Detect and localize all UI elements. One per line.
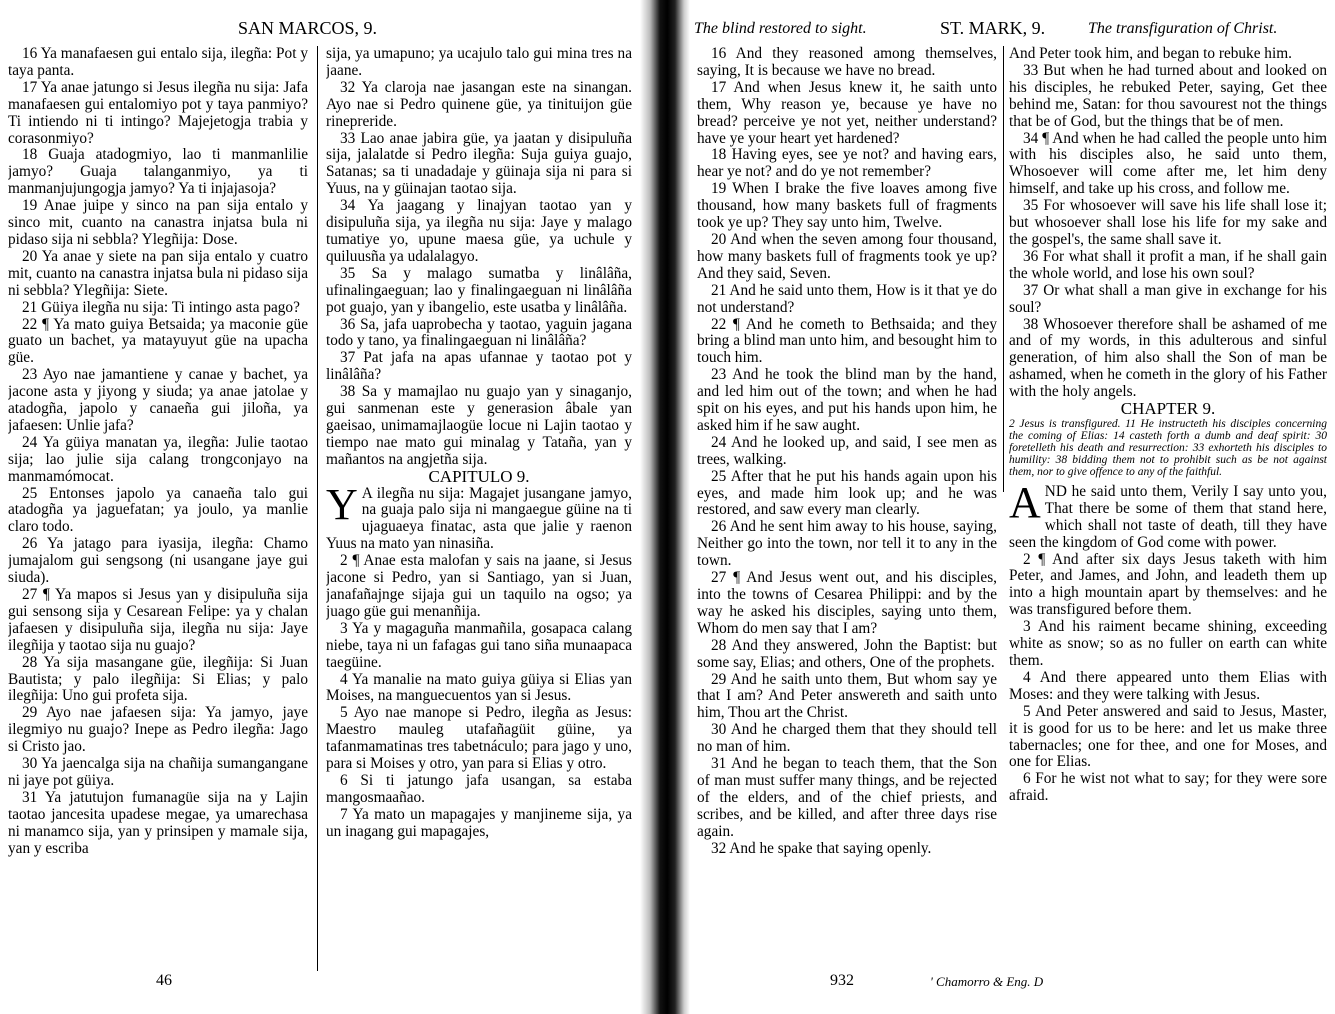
verse: 26 And he sent him away to his house, saying, Neither go into the town, nor tell it to any in the town.: [697, 518, 997, 570]
verse: 3 And his raiment became shining, exceeding white as snow; so as no fuller on earth can white them.: [1009, 618, 1327, 669]
verse: 30 Ya jaencalga sija na chañija sumangangane ni jaye pot güiya.: [8, 755, 308, 789]
verse: 16 And they reasoned among themselves, saying, It is because we have no bread.: [697, 46, 997, 79]
verse: 29 Ayo nae jafaesen sija: Ya jamyo, jaye ilegmiyo nu guajo? Inepe as Pedro ilegña: Jago si Cristo jao.: [8, 704, 308, 756]
verse: 33 But when he had turned about and looked on his disciples, he rebuked Peter, saying, Get thee behind me, Satan: for thou savourest not the things that be of God, but the things that be of men.: [1009, 61, 1327, 130]
running-header-center: ST. MARK, 9.: [940, 18, 1046, 38]
drop-cap: Y: [326, 479, 358, 529]
chapter-heading: CHAPTER 9.: [1120, 399, 1216, 419]
verse: 24 Ya güiya manatan ya, ilegña: Julie taotao sija; lao julie sija calang trongconjayo na manmamómocat.: [8, 433, 308, 485]
verse: 3 Ya y magaguña manmañila, gosapaca calang niebe, taya ni un fafagas gui tano siña munaapaca taegüine.: [326, 619, 632, 671]
verse: 17 Ya anae jatungo si Jesus ilegña nu sija: Jafa manafaesen gui entalomiyo pot y taya panmiyo? Ti intiendo ni ti intingo? Majejetogja trabia y corasonmiyo?: [8, 78, 308, 147]
verse: 33 Lao anae jabira güe, ya jaatan y disipuluña sija, jalalatde si Pedro ilegña: Suja guiya guajo, Satanas; sa ti unadadaje y güinaja sija ni para si Yuus, na y güinajan taotao sija.: [326, 129, 632, 198]
verse: 20 And when the seven among four thousand, how many baskets full of fragments took ye up? And they said, Seven.: [697, 230, 997, 282]
verse: 32 And he spake that saying openly.: [711, 839, 932, 857]
left-column-1: [8, 46, 308, 971]
verse: A ilegña nu sija: Magajet jusangane jamyo, na guaja palo sija ni mangaegue güine na ti ujaguaeya finatac, asta que jalie y raenon Yuus na mato yan ninasiña.: [326, 484, 632, 553]
verse: 32 Ya claroja nae jasangan este na sinangan. Ayo nae si Pedro quinene güe, ya tinituijon güe rinepreride.: [326, 78, 632, 130]
verse: 31 Ya jatutujon fumanagüe sija na y Lajin taotao jancesita upadese megae, ya umarechasa ni manamco sija, yan y prinsipen y mamale sija, yan y escriba: [8, 788, 308, 857]
verse: 37 Pat jafa na apas ufannae y taotao pot y linâlâña?: [326, 349, 632, 384]
verse: 18 Having eyes, see ye not? and having ears, hear ye not? and do ye not remember?: [697, 146, 997, 181]
printer-signature: ' Chamorro & Eng. D: [930, 974, 1044, 989]
verse: 4 Ya manalie na mato guiya güiya si Elias yan Moises, na manguecuentos yan si Jesus.: [326, 670, 632, 705]
chapter-summary: 2 Jesus is transfigured. 11 He instructeth his disciples concerning the coming of Elias: 14 casteth forth a dumb and deaf spirit: 30 foretelleth his death and resurrection: 33 exhorteth his disciples to humility: 38 bidding them not to prohibit such as be not against them, nor to give offence to any of the faithful.: [1009, 417, 1327, 478]
verse: 5 And Peter answered and said to Jesus, Master, it is good for us to be here: and let us make three tabernacles; one for thee, and one for Moses, and one for Elias.: [1009, 702, 1327, 771]
page-number: 46: [156, 972, 172, 989]
verse: sija, ya umapuno; ya ucajulo talo gui mina tres na jaane.: [326, 46, 632, 79]
verse: 6 Si ti jatungo jafa usangan, sa estaba mangosmaañao.: [326, 771, 632, 806]
verse: 4 And there appeared unto them Elias with Moses: and they were talking with Jesus.: [1009, 668, 1327, 703]
verse: 16 Ya manafaesen gui entalo sija, ilegña: Pot y taya panta.: [8, 46, 308, 79]
verse: 24 And he looked up, and said, I see men as trees, walking.: [697, 433, 997, 468]
verse: 20 Ya anae y siete na pan sija entalo y cuatro mit, cuanto na canastra injatsa bula ni pidaso sija ni sebbla? Ylegñija: Siete.: [8, 247, 308, 299]
running-header-right: The transfiguration of Christ.: [1088, 20, 1278, 37]
verse: 29 And he saith unto them, But whom say ye that I am? And Peter answereth and saith unto him, Thou art the Christ.: [697, 670, 997, 722]
verse: 21 Güiya ilegña nu sija: Ti intingo asta pago?: [22, 298, 300, 316]
left-page: [0, 0, 640, 1014]
verse: 6 For he wist not what to say; for they were sore afraid.: [1009, 770, 1327, 805]
page-number: 932: [830, 972, 854, 989]
verse: 26 Ya jatago para iyasija, ilegña: Chamo jumajalom gui sengsong (ni usangane jaye gui siuda).: [8, 535, 308, 587]
chapter-heading: CAPITULO 9.: [428, 466, 530, 486]
right-page: [690, 0, 1335, 1014]
verse: 38 Whosoever therefore shall be ashamed of me and of my words, in this adulterous and sinful generation, of him also shall the Son of man be ashamed, when he cometh in the glory of his Father with the holy angels.: [1009, 315, 1327, 401]
verse: 36 For what shall it profit a man, if he shall gain the whole world, and lose his own soul?: [1009, 247, 1327, 282]
verse: 25 After that he put his hands again upon his eyes, and made him look up; and he was restored, and saw every man clearly.: [697, 467, 997, 519]
verse: 22 ¶ Ya mato guiya Betsaida; ya maconie güe guato un bachet, ya matayuyut güe na upacha güe.: [8, 315, 308, 367]
right-column-1-verses: [697, 46, 997, 858]
left-column-2-chapter-verses: [326, 479, 632, 841]
column-divider: [317, 46, 318, 971]
verse: 21 And he said unto them, How is it that ye do not understand?: [697, 281, 997, 316]
verse: 2 ¶ Anae esta malofan y sais na jaane, si Jesus jacone si Pedro, yan si Santiago, yan si Juan, janafañajnge sijaja gui un taquilo na ogso; ya juago güe gui menanñija.: [326, 552, 632, 620]
right-column-1: [697, 46, 997, 971]
verse: 17 And when Jesus knew it, he saith unto them, Why reason ye, because ye have no bread? perceive ye not yet, neither understand? have ye your heart yet hardened?: [697, 78, 997, 147]
verse: And Peter took him, and began to rebuke him.: [1009, 46, 1292, 62]
left-running-header: SAN MARCOS, 9.: [238, 18, 378, 38]
verse: 22 ¶ And he cometh to Bethsaida; and they bring a blind man unto him, and besought him to touch him.: [697, 315, 997, 367]
left-column-2: [326, 46, 632, 971]
verse: 19 Anae juipe y sinco na pan sija entalo y sinco mit, cuanto na canastra injatsa bula ni pidaso sija ni sebbla? Ylegñija: Dose.: [8, 197, 308, 248]
verse: 2 ¶ And after six days Jesus taketh with him Peter, and James, and John, and leadeth them up into a high mountain apart by themselves: and he was transfigured before them.: [1009, 550, 1327, 619]
left-column-1-verses: [8, 46, 308, 858]
verse: 25 Entonses japolo ya canaeña talo gui atadogña ya jaguefatan; ya joulo, ya manlie claro todo.: [8, 484, 308, 536]
right-column-2: [1009, 46, 1327, 971]
left-column-2-verses: [326, 46, 632, 469]
verse: 23 Ayo nae jamantiene y canae y bachet, ya jacone asta y jiyong y siuda; ya anae jatolae y atadogña, japolo y canaeña gui jiloña, ya jafaesen: Unlie jafa?: [8, 366, 308, 434]
verse: 18 Guaja atadogmiyo, lao ti manmanlilie jamyo? Guaja talanganmiyo, ya ti manmanjujungogja jamyo? Ya ti injajasoja?: [8, 146, 308, 198]
verse: 36 Sa, jafa uaprobecha y taotao, yaguin jagana todo y tano, ya finalingaeguan ni linâlâña?: [326, 315, 632, 350]
verse: 30 And he charged them that they should tell no man of him.: [697, 721, 997, 756]
verse: 35 Sa y malago sumatba y linâlâña, ufinalingaeguan; lao y finalingaeguan ni linâlâña pot guajo, yan y ibangelio, este usatba y linâlâña.: [326, 264, 632, 316]
verse: 28 Ya sija masangane güe, ilegñija: Si Juan Bautista; y palo ilegñija: Si Elias; y palo ilegñija: Uno gui profeta sija.: [8, 653, 308, 705]
book-spine: [640, 0, 690, 1014]
verse: 19 When I brake the five loaves among five thousand, how many baskets full of fragments took ye up? They say unto him, Twelve.: [697, 180, 997, 232]
right-column-2-verses: [1009, 46, 1327, 401]
right-column-2-chapter-verses: [1009, 477, 1327, 805]
verse: 37 Or what shall a man give in exchange for his soul?: [1009, 281, 1327, 316]
verse: 23 And he took the blind man by the hand, and led him out of the town; and when he had spit on his eyes, and put his hands upon him, he asked him if he saw aught.: [697, 366, 997, 434]
verse: 35 For whosoever will save his life shall lose it; but whosoever shall lose his life for my sake and the gospel's, the same shall save it.: [1009, 197, 1327, 248]
verse: ND he said unto them, Verily I say unto you, That there be some of them that stand here, which shall not taste of death, till they have seen the kingdom of God come with power.: [1009, 482, 1327, 551]
drop-cap: A: [1009, 477, 1041, 527]
chapter-opening: [326, 479, 632, 841]
verse: 38 Sa y mamajlao nu guajo yan y sinaganjo, gui sanmenan este y generasion âbale yan gaeisao, unimamajlaogüe locue ni Lajin taotao y tiempo nae mato gui minalag y Tataña, yan y mañantos na angjetña sija.: [326, 383, 632, 468]
verse: 27 ¶ And Jesus went out, and his disciples, into the towns of Cesarea Philippi: and by the way he asked his disciples, saying unto them, Whom do men say that I am?: [697, 569, 997, 637]
chapter-opening: [1009, 477, 1327, 805]
column-divider: [1003, 46, 1004, 492]
verse: 5 Ayo nae manope si Pedro, ilegña as Jesus: Maestro mauleg utafañagüit güine, ya tafanmamatinas tres tabetnáculo; para jago y uno, para si Moises y otro, yan para si Elias y otro.: [326, 704, 632, 773]
verse: 34 ¶ And when he had called the people unto him with his disciples also, he said unto them, Whosoever will come after me, let him deny himself, and take up his cross, and follow me.: [1009, 129, 1327, 198]
running-header-left: The blind restored to sight.: [694, 20, 867, 37]
verse: 31 And he began to teach them, that the Son of man must suffer many things, and be rejected of the elders, and of the chief priests, and scribes, and be killed, and after three days rise again.: [697, 755, 997, 840]
verse: 28 And they answered, John the Baptist: but some say, Elias; and others, One of the prophets.: [697, 636, 997, 671]
verse: 27 ¶ Ya mapos si Jesus yan y disipuluña sija gui sensong sija y Cesarean Felipe: ya y chalan jafaesen y disipuluña sija, ilegña nu sija: Jaye ilegñija y taotao sija nu guajo?: [8, 586, 308, 654]
verse: 34 Ya jaagang y linajyan taotao yan y disipuluña sija, ya ilegña nu sija: Jaye y malago tumatiye yo, upune maesa güe, ya uchule y quiluusña ya udalalagyo.: [326, 197, 632, 265]
verse: 7 Ya mato un mapagajes y manjineme sija, ya un inagang gui mapagajes,: [326, 805, 632, 840]
